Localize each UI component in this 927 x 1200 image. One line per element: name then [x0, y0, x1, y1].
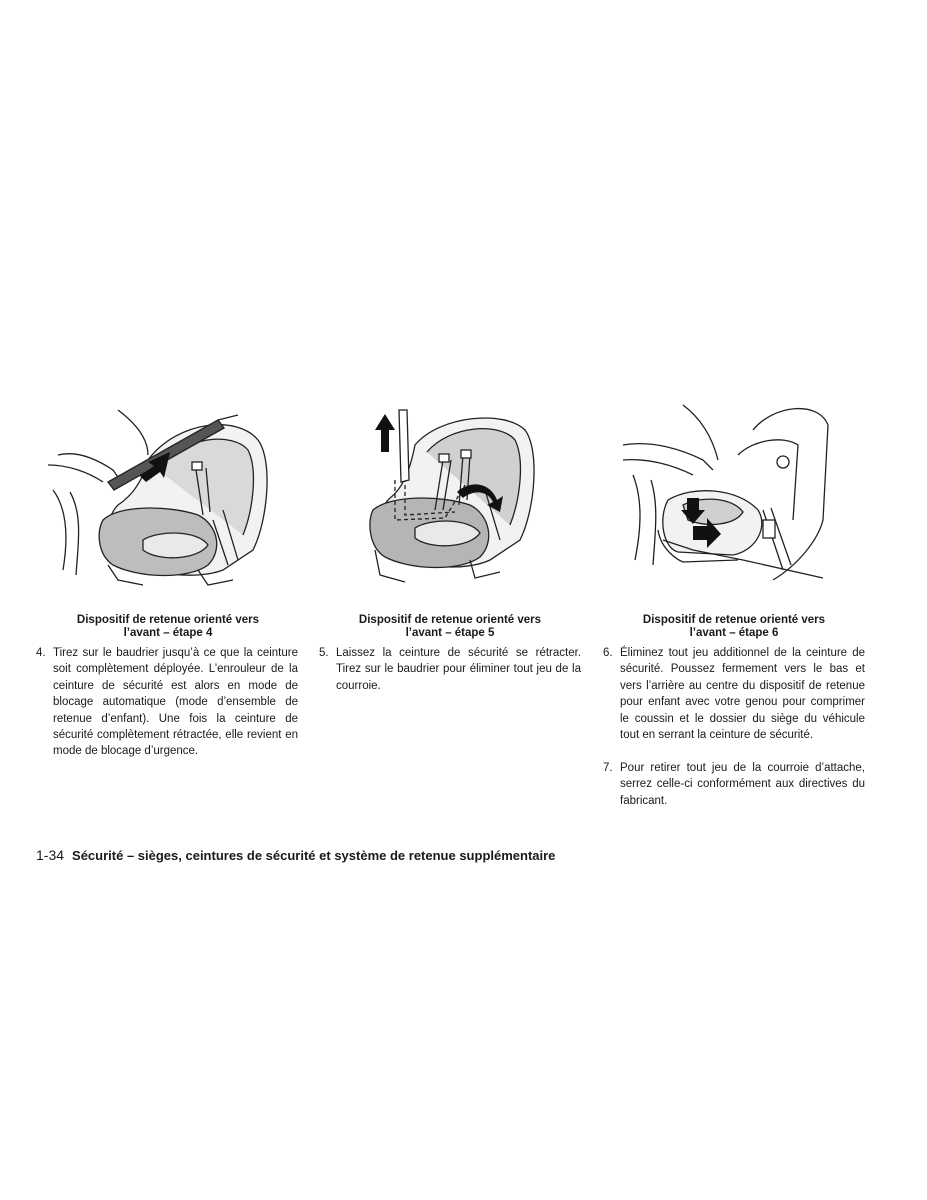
step-text: Éliminez tout jeu additionnel de la ceinture de sécurité. Poussez fermement vers le bas et vers l’arrière au centre du dispositif de retenue pour enfant avec votre genou pour comprimer le coussin et le dossier du siège du véhicule tout en serrant la ceinture de sécurité. [620, 647, 865, 742]
step-text: Tirez sur le baudrier jusqu’à ce que la ceinture soit complètement déployée. L’enrouleur de la ceinture de sécurité est alors en mode de blocage automatique (mode d’ensemble de retenue d’enfant). Une fois la ceinture de sécurité complètement rétractée, elle revient en mode de blocage d’urgence. [53, 647, 298, 758]
step-6-paragraph [603, 645, 865, 743]
step-text: Pour retirer tout jeu de la courroie d’attache, serrez celle-ci conformément aux directives du fabricant. [620, 762, 865, 807]
caption-line: Dispositif de retenue orienté vers [642, 614, 826, 626]
child-seat-step6-illustration [623, 400, 843, 590]
figure-step-6 [623, 400, 843, 590]
child-seat-step4-illustration [48, 400, 288, 590]
caption-line: Dispositif de retenue orienté vers [358, 614, 542, 626]
section-title: Sécurité – sièges, ceintures de sécurité et système de retenue supplémentaire [72, 848, 556, 863]
step-number: 4. [36, 647, 46, 659]
figure-caption-step-5 [330, 614, 570, 640]
caption-line: l’avant – étape 4 [123, 627, 213, 639]
figure-caption-step-4 [48, 614, 288, 640]
caption-line: l’avant – étape 6 [689, 627, 779, 639]
step-number: 5. [319, 647, 329, 659]
step-4-paragraph [36, 645, 298, 760]
caption-line: l’avant – étape 5 [405, 627, 495, 639]
figure-step-5 [355, 400, 555, 590]
page-number: 1-34 [36, 847, 65, 863]
page-footer [36, 847, 555, 863]
step-number: 7. [603, 762, 613, 774]
step-text: Laissez la ceinture de sécurité se rétracter. Tirez sur le baudrier pour éliminer tout jeu de la courroie. [336, 647, 581, 692]
child-seat-step5-illustration [355, 400, 555, 590]
step-5-paragraph [319, 645, 581, 694]
figure-caption-step-6 [614, 614, 854, 640]
step-7-paragraph [603, 760, 865, 809]
step-number: 6. [603, 647, 613, 659]
caption-line: Dispositif de retenue orienté vers [76, 614, 260, 626]
figure-step-4 [48, 400, 288, 590]
